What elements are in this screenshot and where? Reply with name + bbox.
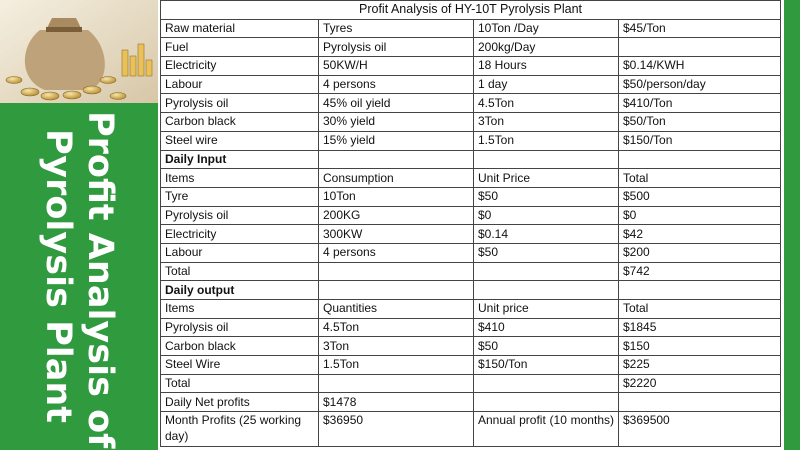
table-cell: Unit price xyxy=(474,300,619,319)
money-bag-photo xyxy=(0,0,158,103)
net-profit-row xyxy=(161,393,781,412)
table-cell: Steel Wire xyxy=(161,356,319,375)
section-heading-row xyxy=(161,150,781,169)
month-profit-row xyxy=(161,412,781,447)
table-cell: $50 xyxy=(474,243,619,262)
table-row xyxy=(161,75,781,94)
table-cell xyxy=(474,374,619,393)
table-row xyxy=(161,113,781,132)
table-cell xyxy=(319,281,474,300)
table-row xyxy=(161,19,781,38)
table-cell: $2220 xyxy=(619,374,781,393)
money-bag-image xyxy=(0,0,158,103)
table-cell: Carbon black xyxy=(161,113,319,132)
table-cell: $50 xyxy=(474,337,619,356)
table-cell xyxy=(619,281,781,300)
table-cell: 45% oil yield xyxy=(319,94,474,113)
table-cell: Pyrolysis oil xyxy=(161,206,319,225)
table-cell: Total xyxy=(619,169,781,188)
table-cell: Total xyxy=(161,262,319,281)
table-row xyxy=(161,38,781,57)
table-cell: $1478 xyxy=(319,393,474,412)
table-cell: $1845 xyxy=(619,318,781,337)
table-row xyxy=(161,225,781,244)
title-line-2: Pyrolysis Plant xyxy=(38,129,78,423)
table-cell: Labour xyxy=(161,75,319,94)
table-cell: 1 day xyxy=(474,75,619,94)
table-cell: $369500 xyxy=(619,412,781,447)
table-cell: Annual profit (10 months) xyxy=(474,412,619,447)
table-cell: Tyres xyxy=(319,19,474,38)
table-cell: Labour xyxy=(161,243,319,262)
title-line-1: Profit Analysis of xyxy=(80,111,120,449)
table-row xyxy=(161,94,781,113)
table-cell xyxy=(619,150,781,169)
table-row xyxy=(161,131,781,150)
table-cell: $200 xyxy=(619,243,781,262)
table-cell: Pyrolysis oil xyxy=(161,318,319,337)
table-cell: $742 xyxy=(619,262,781,281)
table-cell: Raw material xyxy=(161,19,319,38)
table-cell xyxy=(319,262,474,281)
table-cell: $45/Ton xyxy=(619,19,781,38)
table-cell: $50/person/day xyxy=(619,75,781,94)
table-cell: 4.5Ton xyxy=(319,318,474,337)
table-cell: $50 xyxy=(474,187,619,206)
table-cell: Items xyxy=(161,300,319,319)
table-cell: $225 xyxy=(619,356,781,375)
table-title: Profit Analysis of HY-10T Pyrolysis Plant xyxy=(161,1,781,20)
table-cell: 200kg/Day xyxy=(474,38,619,57)
table-cell: Items xyxy=(161,169,319,188)
table-cell: 1.5Ton xyxy=(474,131,619,150)
table-row xyxy=(161,356,781,375)
table-cell: Electricity xyxy=(161,225,319,244)
table-cell: 15% yield xyxy=(319,131,474,150)
table-cell: $50/Ton xyxy=(619,113,781,132)
table-cell: Unit Price xyxy=(474,169,619,188)
table-row xyxy=(161,374,781,393)
table-cell: $0 xyxy=(619,206,781,225)
table-cell: 4.5Ton xyxy=(474,94,619,113)
table-row xyxy=(161,337,781,356)
table-cell xyxy=(319,374,474,393)
sidebar xyxy=(0,0,158,450)
table-cell: Total xyxy=(161,374,319,393)
table-row xyxy=(161,318,781,337)
profit-table-container xyxy=(160,0,784,450)
table-cell: Steel wire xyxy=(161,131,319,150)
table-cell: Carbon black xyxy=(161,337,319,356)
table-cell: Month Profits (25 working day) xyxy=(161,412,319,447)
table-header-row xyxy=(161,169,781,188)
table-cell: Electricity xyxy=(161,57,319,76)
table-cell: 50KW/H xyxy=(319,57,474,76)
table-cell: Fuel xyxy=(161,38,319,57)
table-cell xyxy=(474,150,619,169)
table-cell xyxy=(619,393,781,412)
table-row xyxy=(161,187,781,206)
table-cell: $150/Ton xyxy=(619,131,781,150)
daily-output-heading: Daily output xyxy=(161,281,319,300)
table-cell: Pyrolysis oil xyxy=(161,94,319,113)
right-green-strip xyxy=(784,0,800,450)
table-cell: Total xyxy=(619,300,781,319)
table-cell: 4 persons xyxy=(319,243,474,262)
table-cell: 1.5Ton xyxy=(319,356,474,375)
table-cell: $36950 xyxy=(319,412,474,447)
table-cell: $410 xyxy=(474,318,619,337)
profit-table xyxy=(160,0,781,447)
table-cell xyxy=(319,150,474,169)
table-cell: Quantities xyxy=(319,300,474,319)
table-cell: 10Ton xyxy=(319,187,474,206)
table-cell: 300KW xyxy=(319,225,474,244)
vertical-title xyxy=(0,103,158,450)
section-heading-row xyxy=(161,281,781,300)
table-cell: $0.14 xyxy=(474,225,619,244)
table-cell: Tyre xyxy=(161,187,319,206)
table-row xyxy=(161,262,781,281)
table-cell: 3Ton xyxy=(319,337,474,356)
table-cell xyxy=(474,281,619,300)
table-cell xyxy=(474,393,619,412)
table-cell: 200KG xyxy=(319,206,474,225)
table-cell: $410/Ton xyxy=(619,94,781,113)
table-cell: 3Ton xyxy=(474,113,619,132)
table-cell: $500 xyxy=(619,187,781,206)
table-cell: 10Ton /Day xyxy=(474,19,619,38)
table-cell: Pyrolysis oil xyxy=(319,38,474,57)
table-cell xyxy=(619,38,781,57)
table-cell: $0.14/KWH xyxy=(619,57,781,76)
table-cell xyxy=(474,262,619,281)
table-cell: Daily Net profits xyxy=(161,393,319,412)
table-row xyxy=(161,206,781,225)
table-row xyxy=(161,243,781,262)
table-header-row xyxy=(161,300,781,319)
table-cell: $150/Ton xyxy=(474,356,619,375)
table-cell: 30% yield xyxy=(319,113,474,132)
daily-input-heading: Daily Input xyxy=(161,150,319,169)
table-cell: $42 xyxy=(619,225,781,244)
table-cell: $150 xyxy=(619,337,781,356)
table-cell: Consumption xyxy=(319,169,474,188)
table-cell: 4 persons xyxy=(319,75,474,94)
table-cell: 18 Hours xyxy=(474,57,619,76)
table-cell: $0 xyxy=(474,206,619,225)
table-row xyxy=(161,57,781,76)
